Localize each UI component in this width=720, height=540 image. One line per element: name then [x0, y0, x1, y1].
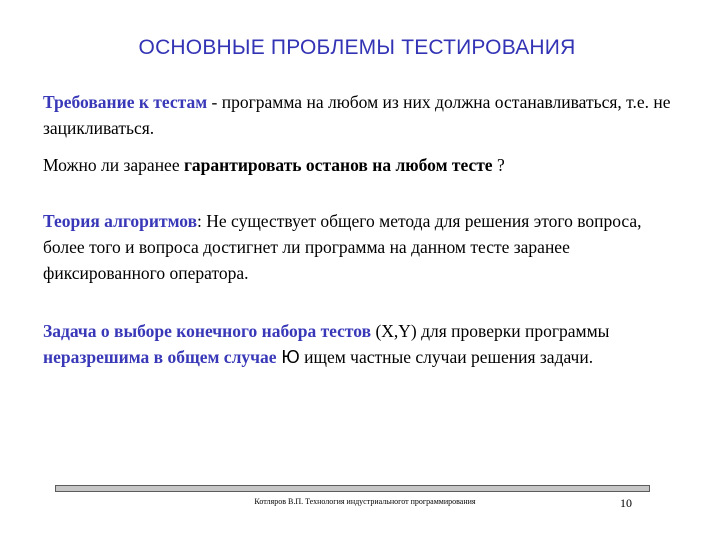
paragraph-text: - программа на любом из них должна останавливаться, т.е. не зацикливаться. — [43, 92, 671, 138]
footer-divider-bar — [55, 485, 650, 492]
paragraph-text: : Не существует общего метода для решения этого вопроса, более того и вопроса достигнет ли программа на данном тесте заранее фиксированного оператора. — [43, 211, 642, 283]
page-title: ОСНОВНЫЕ ПРОБЛЕМЫ ТЕСТИРОВАНИЯ — [138, 36, 576, 59]
term-test-requirement: Требование к тестам — [43, 92, 208, 112]
question-emphasis: гарантировать останов на любом тесте — [183, 155, 493, 175]
paragraph-test-selection — [43, 318, 683, 370]
term-algorithm-theory: Теория алгоритмов — [43, 211, 198, 231]
paragraph-text-b: ищем частные случаи решения задачи. — [299, 347, 594, 367]
paragraph-test-requirement — [43, 89, 683, 141]
term-test-selection: Задача о выборе конечного набора тестов — [43, 321, 372, 341]
term-undecidable: неразрешима в общем случае — [43, 347, 277, 367]
page-number: 10 — [620, 496, 632, 510]
question-prefix: Можно ли заранее — [43, 155, 184, 175]
paragraph-question — [43, 152, 683, 178]
paragraph-text-a: ) для проверки программы — [410, 321, 610, 341]
arrow-symbol: Ю — [276, 347, 300, 367]
question-suffix: ? — [492, 155, 505, 175]
paren-open: ( — [371, 321, 382, 341]
paragraph-algorithm-theory — [43, 208, 683, 286]
xy-pair: X,Y — [381, 321, 411, 341]
footer-author: Котляров В.П. Технология индустриальногот программирования — [254, 497, 476, 506]
